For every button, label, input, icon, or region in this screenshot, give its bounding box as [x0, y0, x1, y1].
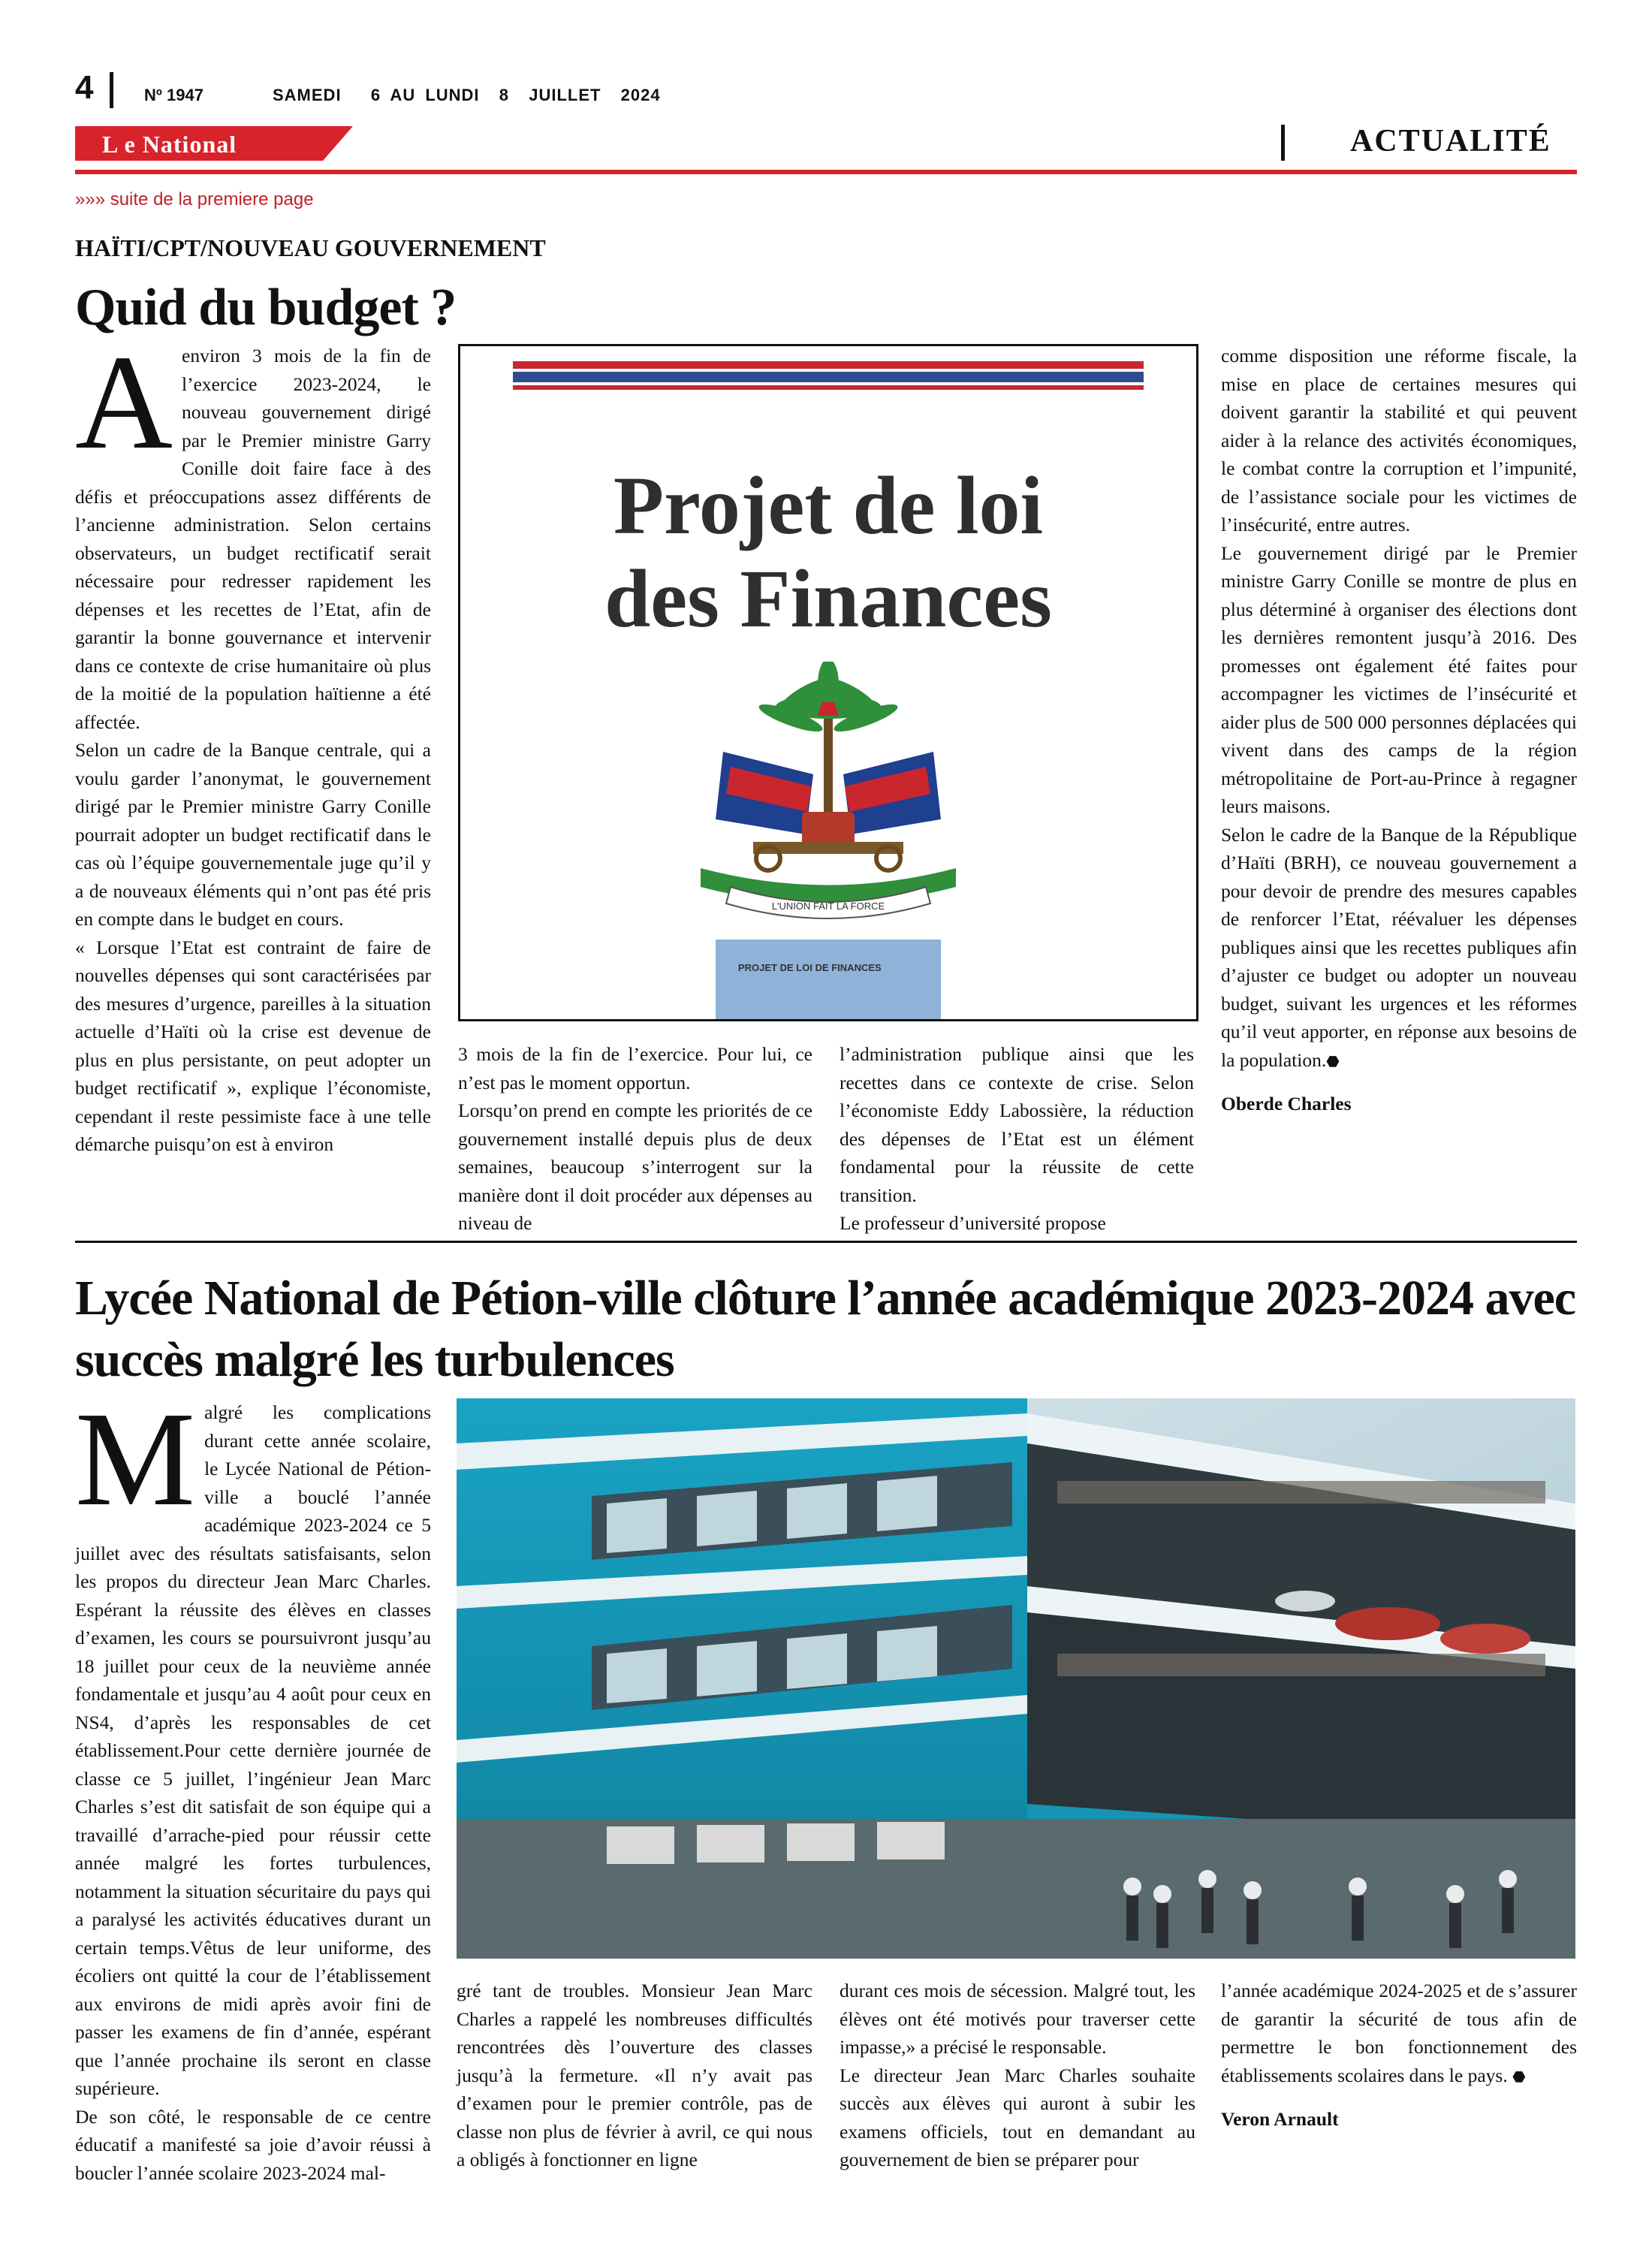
end-mark-icon: ⬣ — [1512, 2068, 1526, 2086]
flag-stripe — [513, 385, 1144, 390]
article2-column-1 — [75, 1384, 431, 2187]
budget-law-image — [458, 344, 1198, 1021]
article2-column-3 — [840, 1977, 1195, 2174]
drop-cap: A — [75, 327, 173, 477]
paragraph: Le directeur Jean Marc Charles souhaite succès aux élèves qui auront à subir les examens officiels, tout en demandant au gouvernement de bien se préparer pour — [840, 2064, 1195, 2170]
flag-stripe — [513, 361, 1144, 369]
end-mark-icon: ⬣ — [1326, 1053, 1340, 1070]
paragraph: environ 3 mois de la fin de l’exercice 2023-2024, le nouveau gouvernement dirigé par le Premier ministre Garry Conille doit faire face à des défis et préoccupations assez différents de l’ancienne administration. Selon certains observateurs, un budget rectificatif serait nécessaire pour redresser rapidement les dépenses et les recettes de l’Etat, afin de garantir la bonne gouvernance et intervenir dans ce contexte de crise humanitaire où plus de la moitié de la population haïtienne a été affectée. — [75, 345, 431, 733]
paragraph: gré tant de troubles. Monsieur Jean Marc Charles a rappelé les nombreuses difficultés rencontrées dès l’ouverture des classes jusqu’à la fermeture. «Il n’y avait pas d’examen pour le premier contrôle, pas de classe non plus de février à avril, ce qui nous a obligés à fonctionner en ligne — [457, 1980, 812, 2170]
section-label: ACTUALITÉ — [1350, 124, 1551, 158]
figure-title — [460, 459, 1196, 645]
paragraph: De son côté, le responsable de ce centre éducatif a manifesté sa joie d’avoir réussi à boucler l’année scolaire 2023-2024 mal- — [75, 2105, 431, 2184]
paragraph: Selon un cadre de la Banque centrale, qui a voulu garder l’anonymat, le gouvernement dirigé par le Premier ministre Garry Conille pourrait adopter un budget rectificatif dans le cas où l’équipe gouvernementale juge qu’il y a de nouveaux éléments qui n’ont pas été pris en compte dans le budget en cours. — [75, 739, 431, 930]
paragraph: algré les complications durant cette année scolaire, le Lycée National de Pétion-ville a bouclé l’année académique 2023-2024 ce 5 juillet avec des résultats satisfaisants, selon les propos du directeur Jean Marc Charles. Espérant la réussite des élèves en classes d’examen, les cours se poursuivront jusqu’au 18 juillet pour ceux de la neuvième année fondamentale et jusqu’au 4 août pour ceux en NS4, d’après les responsables de cet établissement.Pour cette dernière journée de classe ce 5 juillet, l’ingénieur Jean Marc Charles s’est dit satisfait de son équipe qui a travaillé d’arrache-pied pour réussir cette année malgré les fortes turbulences, notamment la situation sécuritaire du pays qui a paralysé les activités éducatives durant un certain temps.Vêtus de leur uniforme, des écoliers ont quitté la cour de l’établissement aux environs de midi après avoir fini de passer les examens de fin d’année, espérant que l’année prochaine ils seront en classe supérieure. — [75, 1401, 431, 2099]
paragraph: 3 mois de la fin de l’exercice. Pour lui, ce n’est pas le moment opportun. — [458, 1043, 812, 1093]
article2-column-4 — [1221, 1977, 1577, 2134]
article-separator — [75, 1241, 1577, 1243]
school-courtyard-photo — [457, 1398, 1575, 1959]
paragraph-text: l’année académique 2024-2025 et de s’assurer de garantir la sécurité de tous afin de permettre le bon fonctionnement des établissements scolaires dans le pays. — [1221, 1980, 1577, 2086]
page-number-divider — [110, 72, 113, 108]
paragraph-text: Selon le cadre de la Banque de la République d’Haïti (BRH), ce nouveau gouvernement a pour devoir de prendre des mesures capables de renforcer l’Etat, réévaluer les dépenses publiques ainsi que les recettes publiques afin d’ajuster ce budget ou adopter un nouveau budget, suivant les urgences et les réformes qu’il veut apporter, en réponse aux besoins de la population. — [1221, 823, 1577, 1071]
article1-column-3 — [840, 1040, 1194, 1238]
article-title: Lycée National de Pétion-ville clôture l’année académique 2023-2024 avec succès malgré les turbulences — [75, 1271, 1576, 1387]
figure-title-line: Projet de loi — [613, 460, 1044, 551]
paragraph — [1221, 1977, 1577, 2092]
paragraph: Le professeur d’université propose — [840, 1212, 1106, 1234]
page-number: 4 — [75, 69, 94, 106]
brand-tab-slant — [323, 126, 353, 161]
article-title: Quid du budget ? — [75, 279, 457, 336]
brand-name: L e National — [102, 131, 237, 158]
flag-stripe — [513, 372, 1144, 382]
article2-column-2 — [457, 1977, 812, 2174]
paragraph: l’administration publique ainsi que les recettes dans ce contexte de crise. Selon l’économiste Eddy Labossière, la réduction des dépenses de l’Etat est un élément fondamental pour la réussite de cette transition. — [840, 1043, 1194, 1206]
haiti-coat-of-arms-icon — [678, 662, 978, 932]
paragraph: « Lorsque l’Etat est contraint de faire de nouvelles dépenses qui sont caractérisées par des mesures d’urgence, pareilles à la situation actuelle d’Haïti où la crise est devenue de plus en plus persistante, on peut adopter un budget rectificatif », explique l’économiste, cependant il reste pessimiste face à une telle démarche puisqu’on est à environ — [75, 936, 431, 1155]
booklet-cover — [716, 940, 941, 1021]
paragraph: Lorsqu’on prend en compte les priorités de ce gouvernement installé depuis plus de deux semaines, beaucoup s’interrogent sur la manière dont il doit procéder aux dépenses au niveau de — [458, 1099, 812, 1234]
paragraph — [1221, 821, 1577, 1077]
article-byline: Oberde Charles — [1221, 1093, 1352, 1114]
booklet-title: PROJET DE LOI DE FINANCES — [738, 962, 882, 973]
figure-title-line: des Finances — [604, 553, 1052, 644]
issue-number: Nº 1947 — [144, 86, 203, 104]
paragraph: Le gouvernement dirigé par le Premier ministre Garry Conille se montre de plus en plus déterminé à organiser des élections dont les dernières remontent jusqu’à 2016. Des promesses ont également été faites pour accompagner les victimes de l’insécurité et aider plus de 500 000 personnes déplacées qui vivent dans des camps de la région métropolitaine de Port-au-Prince à regagner leurs maisons. — [1221, 541, 1577, 817]
article1-column-4 — [1221, 342, 1577, 1118]
article1-column-1 — [75, 327, 431, 1159]
header-red-rule — [75, 170, 1577, 174]
section-divider — [1281, 125, 1285, 161]
paragraph: comme disposition une réforme fiscale, la mise en place de certaines mesures qui doivent garantir la stabilité et qui peuvent aider à la relance des activités économiques, le combat contre la corruption et l’impunité, de l’assistance sociale pour les victimes de l’insécurité, entre autres. — [1221, 345, 1577, 535]
continued-note: »»» suite de la premiere page — [75, 189, 314, 210]
paragraph: durant ces mois de sécession. Malgré tout, les élèves ont été motivés pour traverser cette impasse,» a précisé le responsable. — [840, 1980, 1195, 2058]
issue-date: SAMEDI 6 AU LUNDI 8 JUILLET 2024 — [273, 86, 661, 104]
article-byline: Veron Arnault — [1221, 2108, 1339, 2130]
article1-column-2 — [458, 1040, 812, 1238]
coat-of-arms-motto: L'UNION FAIT LA FORCE — [771, 900, 885, 912]
article-kicker: HAÏTI/CPT/NOUVEAU GOUVERNEMENT — [75, 234, 546, 261]
drop-cap: M — [75, 1384, 196, 1534]
